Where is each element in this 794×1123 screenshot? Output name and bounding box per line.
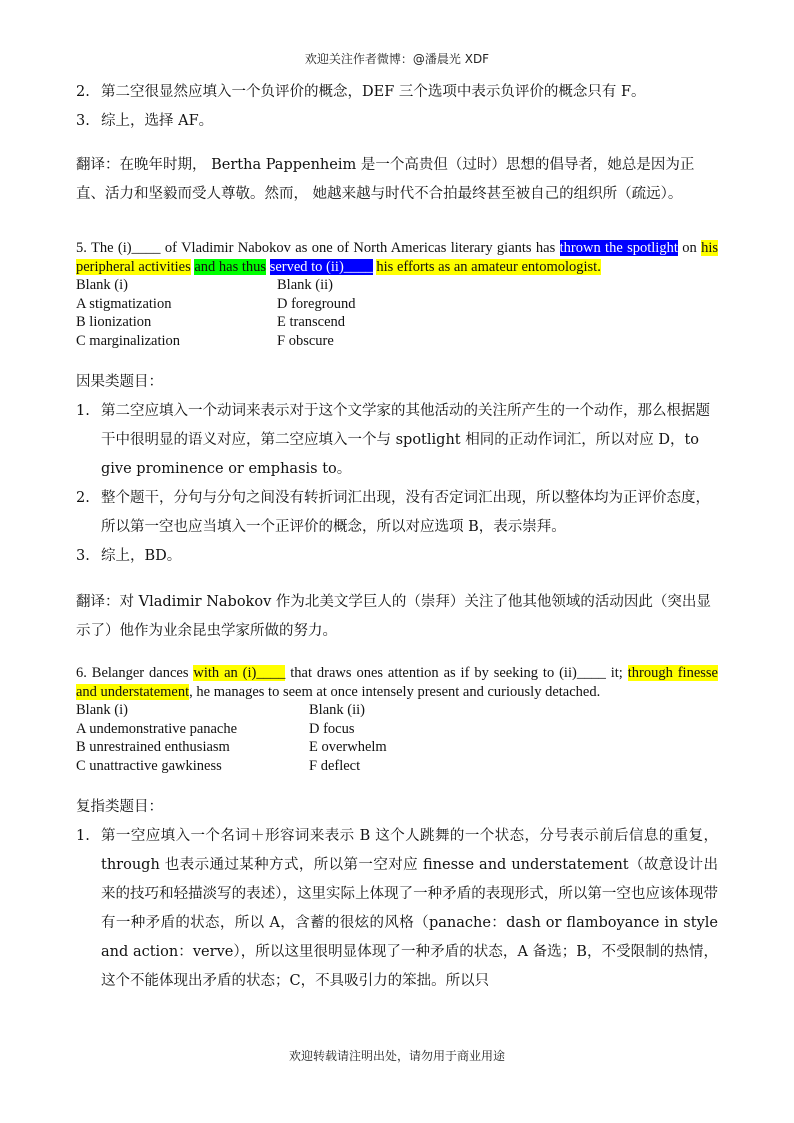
list-item: 3. 综上，BD。 [76,548,182,564]
q6-options: Blank (i) Blank (ii) A undemonstrative panache D focus B unrestrained enthusiasm E overwhelm C unattractive gawkiness F deflect [76,702,387,774]
question-5: 5. The (i)____ of Vladimir Nabokov as one of North Americas literary giants has thrown the spotlight on his peripheral activities and has thus served to (ii)____ his efforts as an amateur entomologist. [76,240,718,275]
section-causal-heading: 因果类题目： [76,374,163,390]
q5-options: Blank (i) Blank (ii) A stigmatization D foreground B lionization E transcend C marginalization F obscure [76,277,356,349]
question-6: 6. Belanger dances with an (i)____ that draws ones attention as if by seeking to (ii)____ it; through finesse and understatement, he manages to seem at once intensely present and curiously detached. [76,665,718,700]
list-item: 2. 第二空很显然应填入一个负评价的概念，DEF 三个选项中表示负评价的概念只有 F。 [76,84,646,100]
translation-2: 翻译：对 Vladimir Nabokov 作为北美文学巨人的（崇拜）关注了他其他领域的活动因此（突出显示了）他作为业余昆虫学家所做的努力。 [76,594,711,639]
top-list [76,78,718,136]
causal-list [76,397,718,571]
list-item: 1. 第一空应填入一个名词＋形容词来表示 B 这个人跳舞的一个状态，分号表示前后信息的重复，through 也表示通过某种方式，所以第一空对应 finesse and understatement（故意设计出来的技巧和轻描淡写的表述），这里实际上体现了一种矛盾的表现形式，所以第一空也应该体现带有一种矛盾的状态，所以 A，含蓄的很炫的风格（panache：dash or flamboyance in style and action：verve），所以这里很明显体现了一种矛盾的状态，A 备选；B，不受限制的热情，这个不能体现出矛盾的状态；C，不具吸引力的笨拙。所以只 [76,828,718,989]
list-item: 2. 整个题干，分句与分句之间没有转折词汇出现，没有否定词汇出现，所以整体均为正评价态度，所以第一空也应当填入一个正评价的概念，所以对应选项 B，表示崇拜。 [76,490,710,535]
page-header: 欢迎关注作者微博：@潘晨光 XDF [304,52,490,66]
section-restate-heading: 复指类题目： [76,799,163,815]
page-footer: 欢迎转载请注明出处，请勿用于商业用途 [288,1049,505,1063]
restate-list [76,822,718,996]
list-item: 3. 综上，选择 AF。 [76,113,214,129]
translation-1: 翻译：在晚年时期， Bertha Pappenheim 是一个高贵但（过时）思想的倡导者，她总是因为正直、活力和坚毅而受人尊敬。然而， 她越来越与时代不合拍最终甚至被自己的组织所（疏远）。 [76,157,695,202]
document-body [76,78,718,996]
list-item: 1. 第二空应填入一个动词来表示对于这个文学家的其他活动的关注所产生的一个动作，那么根据题干中很明显的语义对应，第二空应填入一个与 spotlight 相同的正动作词汇，所以对应 D，to give prominence or emphasis to。 [76,403,710,477]
